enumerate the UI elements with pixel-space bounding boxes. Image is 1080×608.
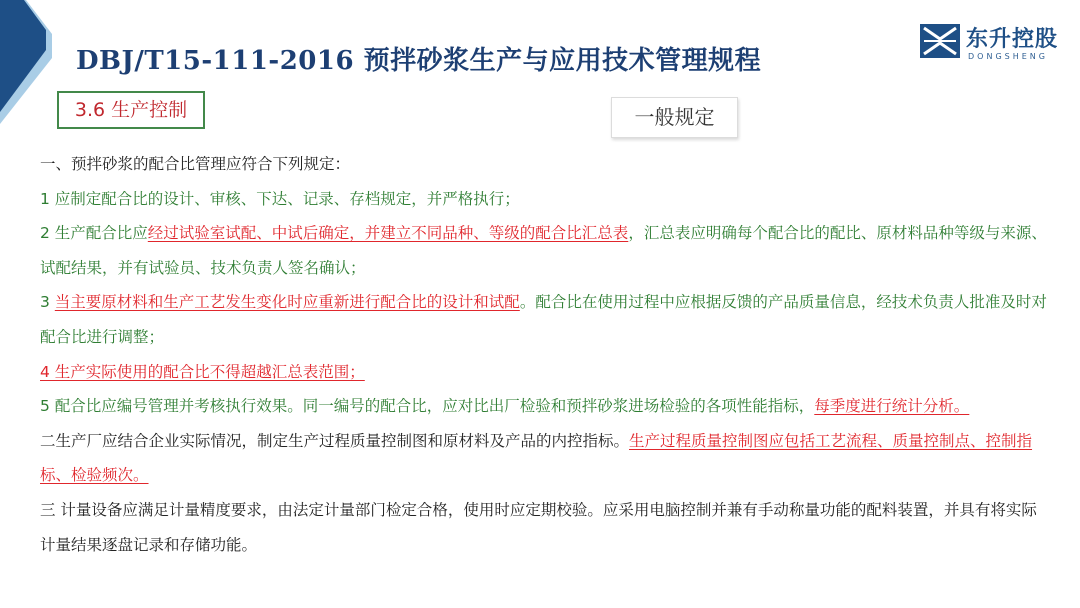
logo-name-cn: 东升控股 xyxy=(966,27,1059,52)
rule-3-highlight: 当主要原材料和生产工艺发生变化时应重新进行配合比的设计和试配 xyxy=(54,293,520,312)
section-label: 3.6 生产控制 xyxy=(57,91,205,129)
item2 xyxy=(40,424,1052,493)
company-logo xyxy=(920,22,1060,66)
rule-5-highlight: 每季度进行统计分析。 xyxy=(814,397,970,416)
logo-name-en: DONGSHENG xyxy=(968,52,1048,61)
rule-1: 1 应制定配合比的设计、审核、下达、记录、存档规定，并严格执行； xyxy=(40,189,520,208)
logo-icon xyxy=(920,24,960,58)
item3: 三 计量设备应满足计量精度要求，由法定计量部门检定合格，使用时应定期校验。应采用电脑控制并兼有手动称量功能的配料装置，并具有将实际计量结果逐盘记录和存储功能。 xyxy=(40,500,1037,554)
page-title: DBJ/T15-111-2016 预拌砂浆生产与应用技术管理规程 xyxy=(76,46,762,76)
rule-5-lead: 5 配合比应编号管理并考核执行效果。同一编号的配合比，应对比出厂检验和预拌砂浆进场检验的各项性能指标， xyxy=(40,397,815,416)
item1-heading: 一、预拌砂浆的配合比管理应符合下列规定： xyxy=(40,155,351,173)
rule-5 xyxy=(40,389,1052,424)
rule-2-tail: ，汇总表应明确每个配合比的配比、原材料品种等级与来源、试配结果，并有试验员、技术负责人签名确认； xyxy=(40,224,1047,277)
rule-3-lead: 3 xyxy=(40,293,55,312)
rule-4: 4 生产实际使用的配合比不得超越汇总表范围； xyxy=(40,362,365,381)
item2-highlight: 生产过程质量控制图应包括工艺流程、质量控制点、控制指标、检验频次。 xyxy=(40,431,1033,485)
rule-2-highlight: 经过试验室试配、中试后确定，并建立不同品种、等级的配合比汇总表 xyxy=(147,224,629,243)
rule-3 xyxy=(40,285,1052,354)
rule-3-tail: 。配合比在使用过程中应根据反馈的产品质量信息，经技术负责人批准及时对配合比进行调整； xyxy=(40,293,1047,346)
rule-2 xyxy=(40,216,1052,285)
content-body xyxy=(40,147,1052,562)
item2-lead: 二生产厂应结合企业实际情况，制定生产过程质量控制图和原材料及产品的内控指标。 xyxy=(40,431,630,450)
rule-2-lead: 2 生产配合比应 xyxy=(40,224,148,243)
subheading-box: 一般规定 xyxy=(611,97,738,138)
corner-decoration xyxy=(0,0,52,140)
